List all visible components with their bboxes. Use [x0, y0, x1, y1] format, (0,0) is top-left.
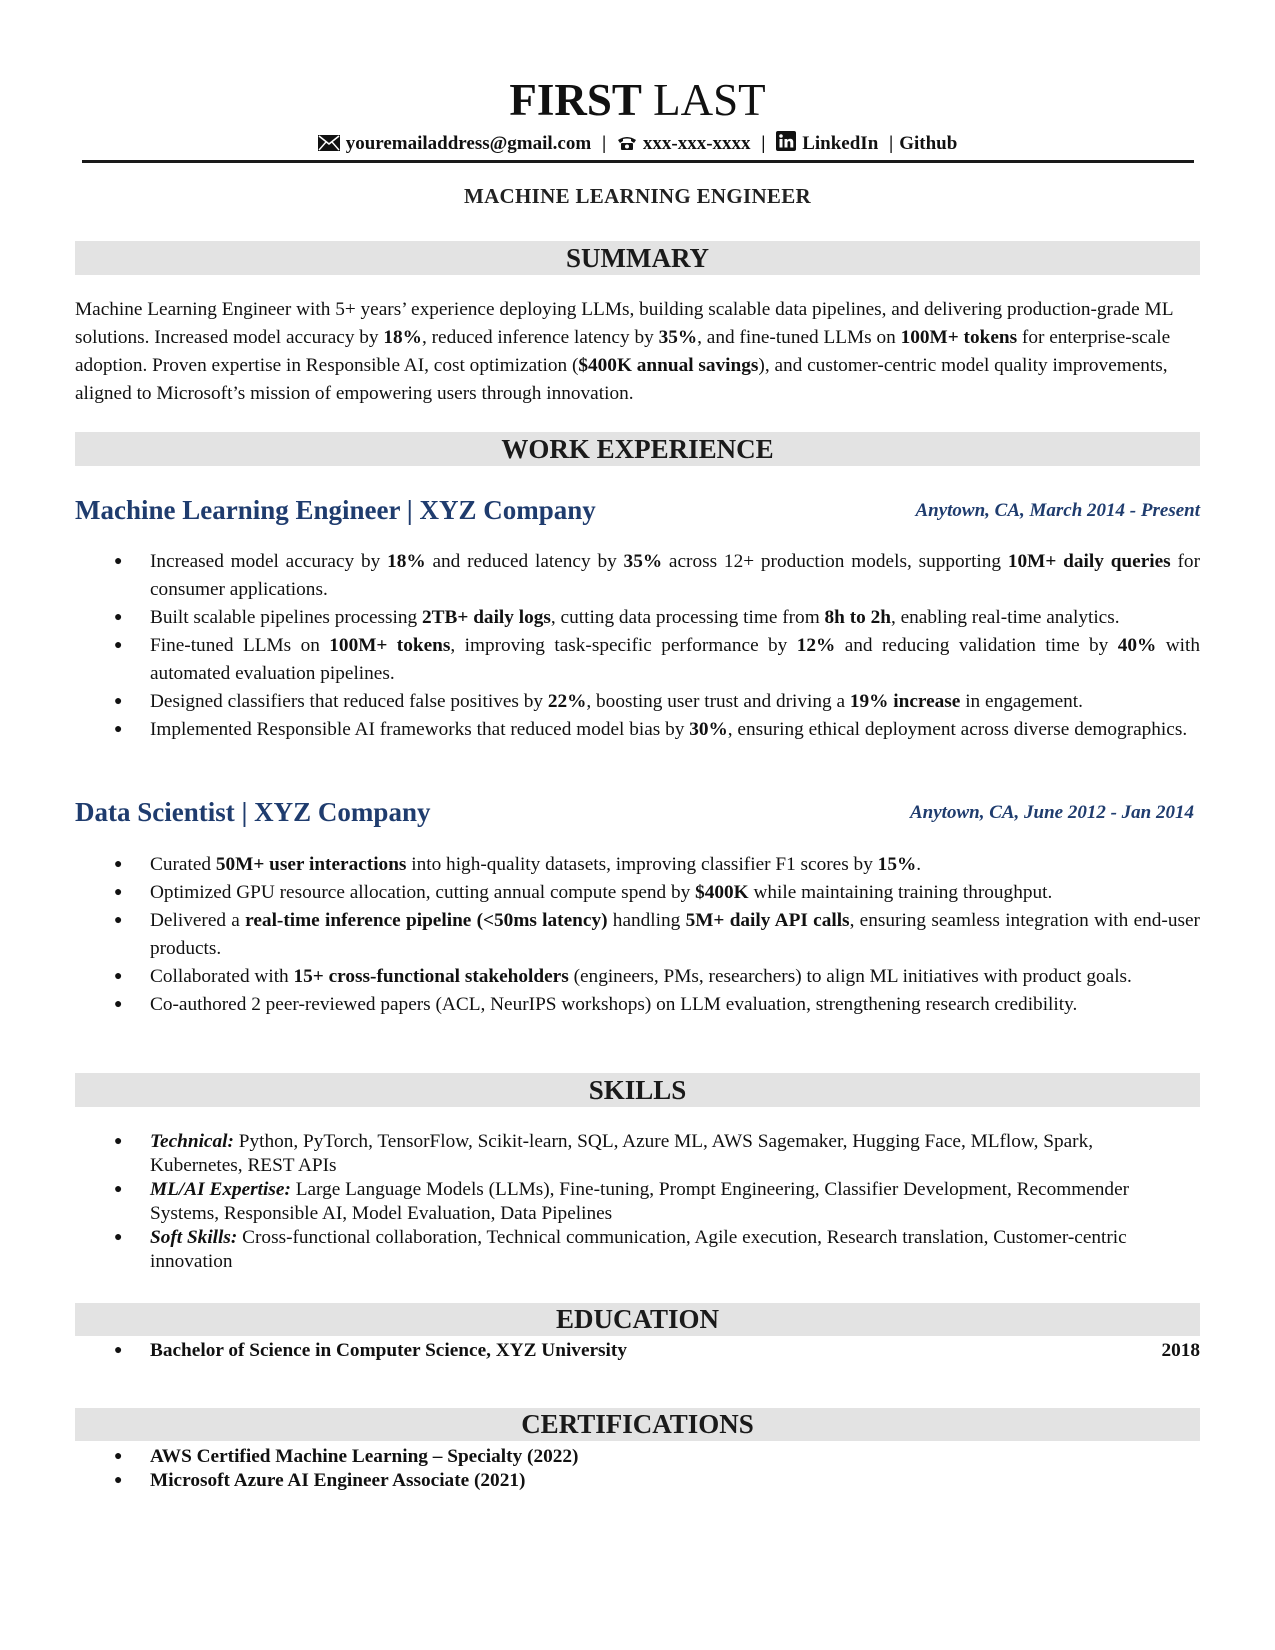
summary-paragraph [75, 296, 1200, 408]
bullet-text: into high-quality datasets, improving classifier F1 scores by [406, 854, 878, 875]
bullet-highlight: 22% [547, 691, 587, 712]
summary-text: ), and customer-centric model quality improvements, aligned to Microsoft’s mission of empowering users through innovation. [75, 355, 1168, 404]
job-bullet [75, 851, 1200, 879]
work-experience-heading: WORK EXPERIENCE [75, 432, 1200, 466]
job-bullet [75, 688, 1200, 716]
certifications-list [75, 1445, 1200, 1493]
separator: | [601, 133, 607, 154]
bullet-highlight: 8h to 2h [824, 607, 891, 628]
bullet-text: , enabling real-time analytics. [890, 607, 1120, 628]
skill-values: Cross-functional collaboration, Technical communication, Agile execution, Research translation, Customer-centric innovation [150, 1227, 1127, 1272]
summary-highlight: 18% [383, 327, 422, 348]
job-location-2: Anytown, CA, June 2012 - Jan 2014 [910, 802, 1194, 823]
summary-highlight: 35% [658, 327, 698, 348]
bullet-text: Optimized GPU resource allocation, cutting annual compute spend by [150, 882, 696, 903]
separator: | [761, 133, 766, 154]
bullet-text: Built scalable pipelines processing [150, 607, 423, 628]
bullet-highlight: $400K [695, 882, 749, 903]
bullet-highlight: 5M+ daily API calls [685, 910, 850, 931]
target-job-title: MACHINE LEARNING ENGINEER [463, 184, 812, 208]
bullet-text: . [916, 854, 922, 875]
skill-category: Soft Skills: [150, 1227, 238, 1248]
bullet-text: with automated evaluation pipelines. [150, 635, 1201, 684]
job-bullet [75, 879, 1200, 907]
bullet-text: (engineers, PMs, researchers) to align ML initiatives with product goals. [568, 966, 1132, 987]
job-location-1: Anytown, CA, March 2014 - Present [915, 500, 1200, 521]
bullet-text: Implemented Responsible AI frameworks that reduced model bias by [150, 719, 690, 740]
skill-item [75, 1226, 1185, 1274]
envelope-icon [318, 133, 340, 159]
phone-icon [617, 133, 637, 159]
bullet-text: Fine-tuned LLMs on [150, 635, 330, 656]
bullet-highlight: 12% [796, 635, 836, 656]
degree: Bachelor of Science in Computer Science, XYZ University [150, 1340, 627, 1361]
bullet-text: Curated [150, 854, 216, 875]
job-bullet [75, 632, 1200, 688]
job-title-2: Data Scientist | XYZ Company [75, 797, 431, 827]
job-bullet [75, 963, 1200, 991]
summary-highlight: 100M+ tokens [900, 327, 1018, 348]
bullet-highlight: 50M+ user interactions [215, 854, 407, 875]
bullet-icon: ● [114, 1343, 123, 1358]
bullet-text: Delivered a [150, 910, 246, 931]
bullet-text: and reduced latency by [425, 551, 624, 572]
bullet-text: Increased model accuracy by [150, 551, 388, 572]
phone-number: xxx-xxx-xxxx [642, 133, 751, 154]
bullet-highlight: 10M+ daily queries [1007, 551, 1171, 572]
candidate-name [0, 72, 1275, 128]
contact-line [0, 131, 1275, 159]
bullet-text: , ensuring ethical deployment across diverse demographics. [727, 719, 1188, 740]
bullet-text: , ensuring seamless integration with end-user products. [150, 910, 1200, 959]
bullet-text: Co-authored 2 peer-reviewed papers (ACL, NeurIPS workshops) on LLM evaluation, strengthening research credibility. [150, 994, 1078, 1015]
bullet-highlight: 100M+ tokens [329, 635, 451, 656]
bullet-highlight: 2TB+ daily logs [422, 607, 551, 628]
skill-item [75, 1130, 1185, 1178]
summary-text: , and fine-tuned LLMs on [697, 327, 901, 348]
bullet-text: , boosting user trust and driving a [586, 691, 850, 712]
bullet-text: for consumer applications. [150, 551, 1200, 600]
bullet-text: , cutting data processing time from [550, 607, 825, 628]
skills-heading: SKILLS [75, 1073, 1200, 1107]
linkedin-link[interactable]: LinkedIn [802, 133, 879, 154]
skill-values: Large Language Models (LLMs), Fine-tuning, Prompt Engineering, Classifier Development, Recommender Systems, Responsible AI, Model Evaluation, Data Pipelines [150, 1179, 1130, 1224]
summary-text: for enterprise-scale adoption. Proven expertise in Responsible AI, cost optimization ( [75, 327, 1171, 376]
certification-item: ● AWS Certified Machine Learning – Specialty (2022) [75, 1445, 1200, 1469]
certification-item: ● Microsoft Azure AI Engineer Associate (2021) [75, 1469, 1200, 1493]
job-bullet [75, 991, 1200, 1019]
bullet-highlight: real-time inference pipeline (<50ms latency) [245, 910, 608, 931]
job-title-1: Machine Learning Engineer | XYZ Company [75, 495, 596, 525]
bullet-highlight: 15+ cross-functional stakeholders [293, 966, 569, 987]
first-name: FIRST [509, 75, 642, 125]
header-divider [82, 160, 1194, 163]
bullet-text: while maintaining training throughput. [748, 882, 1053, 903]
job-bullet [75, 604, 1200, 632]
bullet-highlight: 35% [623, 551, 663, 572]
skills-list [75, 1130, 1185, 1274]
bullet-text: Designed classifiers that reduced false positives by [150, 691, 548, 712]
email-link[interactable]: youremailaddress@gmail.com [345, 133, 592, 154]
job-bullet [75, 716, 1200, 744]
github-link[interactable]: Github [899, 133, 958, 154]
job-bullet [75, 907, 1200, 963]
bullet-highlight: 18% [387, 551, 426, 572]
linkedin-icon [776, 131, 796, 159]
education-heading: EDUCATION [75, 1303, 1200, 1336]
bullet-text: handling [607, 910, 686, 931]
skill-category: ML/AI Expertise: [150, 1179, 291, 1200]
job-bullets-2 [75, 851, 1200, 1019]
bullet-highlight: 40% [1117, 635, 1157, 656]
separator: | [889, 133, 894, 154]
bullet-text: , improving task-specific performance by [450, 635, 797, 656]
skill-item [75, 1178, 1185, 1226]
bullet-highlight: 15% [877, 854, 917, 875]
bullet-text: across 12+ production models, supporting [662, 551, 1008, 572]
last-name: LAST [653, 75, 766, 125]
summary-text: Machine Learning Engineer with 5+ years’ experience deploying LLMs, building scalable data pipelines, and delivering production-grade ML solutions. Increased model accuracy by [75, 299, 1173, 348]
summary-text: , reduced inference latency by [421, 327, 659, 348]
bullet-text: Collaborated with [150, 966, 294, 987]
bullet-text: and reducing validation time by [835, 635, 1118, 656]
job-bullet [75, 548, 1200, 604]
job-bullets-1 [75, 548, 1200, 744]
skill-category: Technical: [150, 1131, 234, 1152]
bullet-text: in engagement. [960, 691, 1083, 712]
graduation-year: 2018 [1161, 1340, 1200, 1361]
skill-values: Python, PyTorch, TensorFlow, Scikit-learn, SQL, Azure ML, AWS Sagemaker, Hugging Face, MLflow, Spark, Kubernetes, REST APIs [150, 1131, 1094, 1176]
summary-heading: SUMMARY [75, 241, 1200, 275]
bullet-highlight: 30% [689, 719, 728, 740]
summary-highlight: $400K annual savings [578, 355, 759, 376]
bullet-highlight: 19% increase [849, 691, 961, 712]
certifications-heading: CERTIFICATIONS [75, 1408, 1200, 1441]
